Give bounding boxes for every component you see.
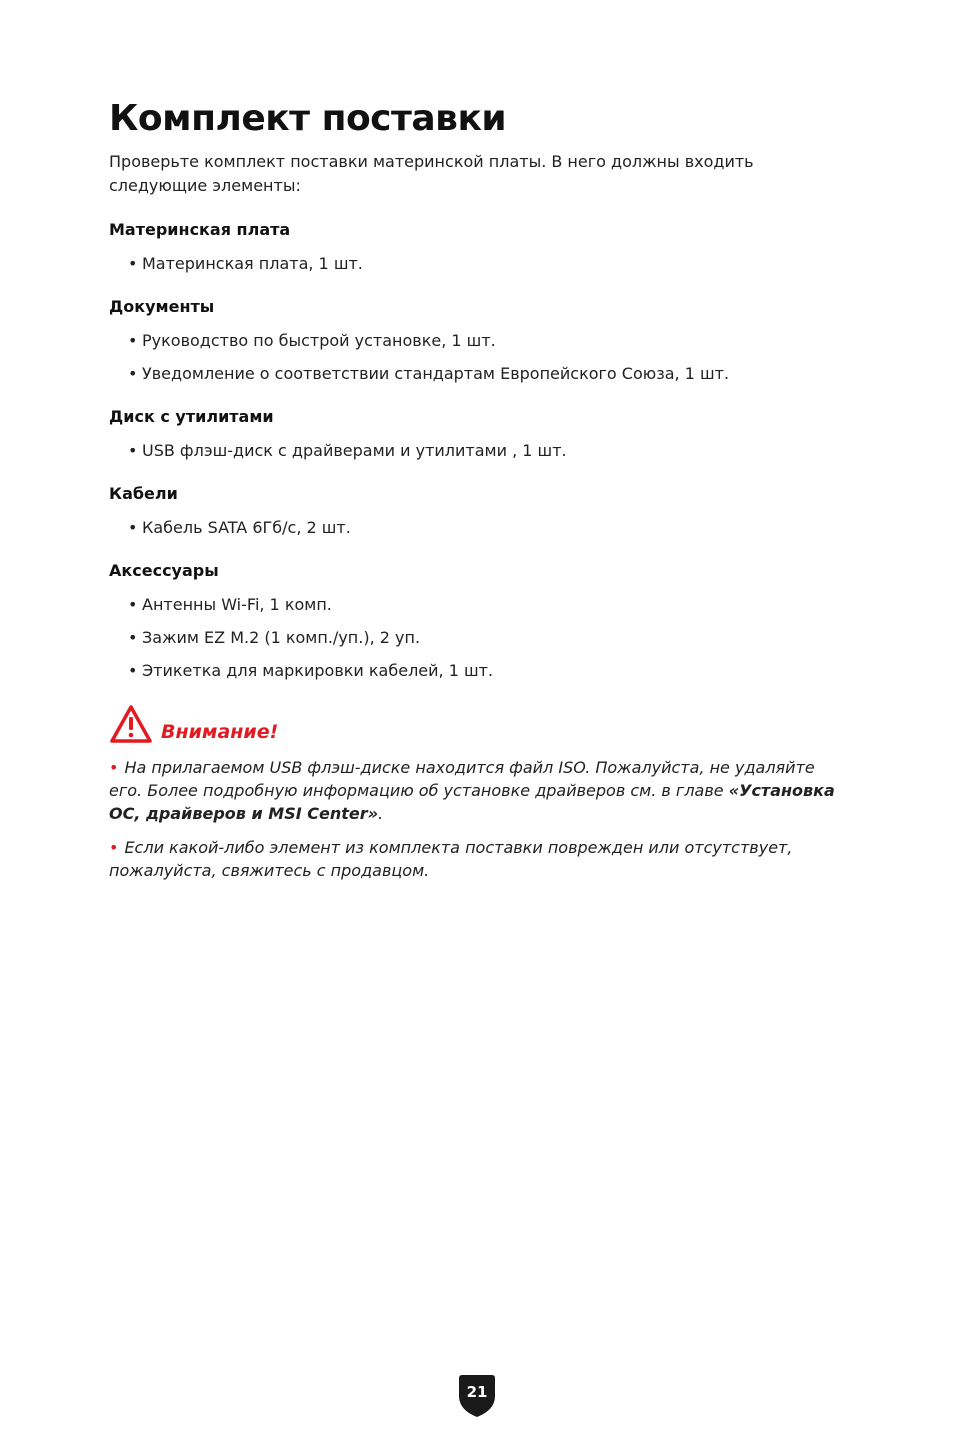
bullet-icon: • xyxy=(128,364,138,383)
bullet-icon: • xyxy=(128,441,138,460)
chapter-reference: «Установка ОС, драйверов и MSI Center» xyxy=(109,781,835,823)
list-item: • Антенны Wi-Fi, 1 комп. xyxy=(128,595,332,614)
warning-note-damaged: • Если какой-либо элемент из комплекта поставки поврежден или отсутствует, пожалуйста, свяжитесь с продавцом. xyxy=(109,838,793,880)
list-item: • Кабель SATA 6Гб/с, 2 шт. xyxy=(128,518,351,537)
page-number: 21 xyxy=(466,1383,488,1401)
intro-paragraph: Проверьте комплект поставки материнской платы. В него должны входить следующие элементы: xyxy=(109,152,754,195)
warning-note-iso: • На прилагаемом USB флэш-диске находится файл ISO. Пожалуйста, не удаляйте его. Более подробную информацию об установке драйверов см. в главе «Установка ОС, драйверов и MSI Center». xyxy=(109,758,835,823)
page-number-badge xyxy=(458,1372,496,1418)
list-item: • Руководство по быстрой установке, 1 шт. xyxy=(128,331,496,350)
section-heading-cables: Кабели xyxy=(109,484,178,503)
bullet-icon: • xyxy=(128,628,138,647)
section-heading-documents: Документы xyxy=(109,297,215,316)
warning-header xyxy=(109,704,409,744)
bullet-icon: • xyxy=(128,661,138,680)
page-title: Комплект поставки xyxy=(109,98,507,139)
list-item: • Зажим EZ M.2 (1 комп./уп.), 2 уп. xyxy=(128,628,421,647)
section-heading-motherboard: Материнская плата xyxy=(109,220,291,239)
list-item: • Материнская плата, 1 шт. xyxy=(128,254,363,273)
list-item: • USB флэш-диск с драйверами и утилитами , 1 шт. xyxy=(128,441,567,460)
red-bullet-icon: • xyxy=(109,758,119,777)
section-heading-utility-disk: Диск с утилитами xyxy=(109,407,274,426)
section-heading-accessories: Аксессуары xyxy=(109,561,219,580)
bullet-icon: • xyxy=(128,595,138,614)
warning-triangle-icon xyxy=(109,704,153,748)
bullet-icon: • xyxy=(128,331,138,350)
list-item: • Уведомление о соответствии стандартам Европейского Союза, 1 шт. xyxy=(128,364,730,383)
bullet-icon: • xyxy=(128,518,138,537)
warning-title: Внимание! xyxy=(161,721,279,743)
bullet-icon: • xyxy=(128,254,138,273)
red-bullet-icon: • xyxy=(109,838,119,857)
list-item: • Этикетка для маркировки кабелей, 1 шт. xyxy=(128,661,494,680)
